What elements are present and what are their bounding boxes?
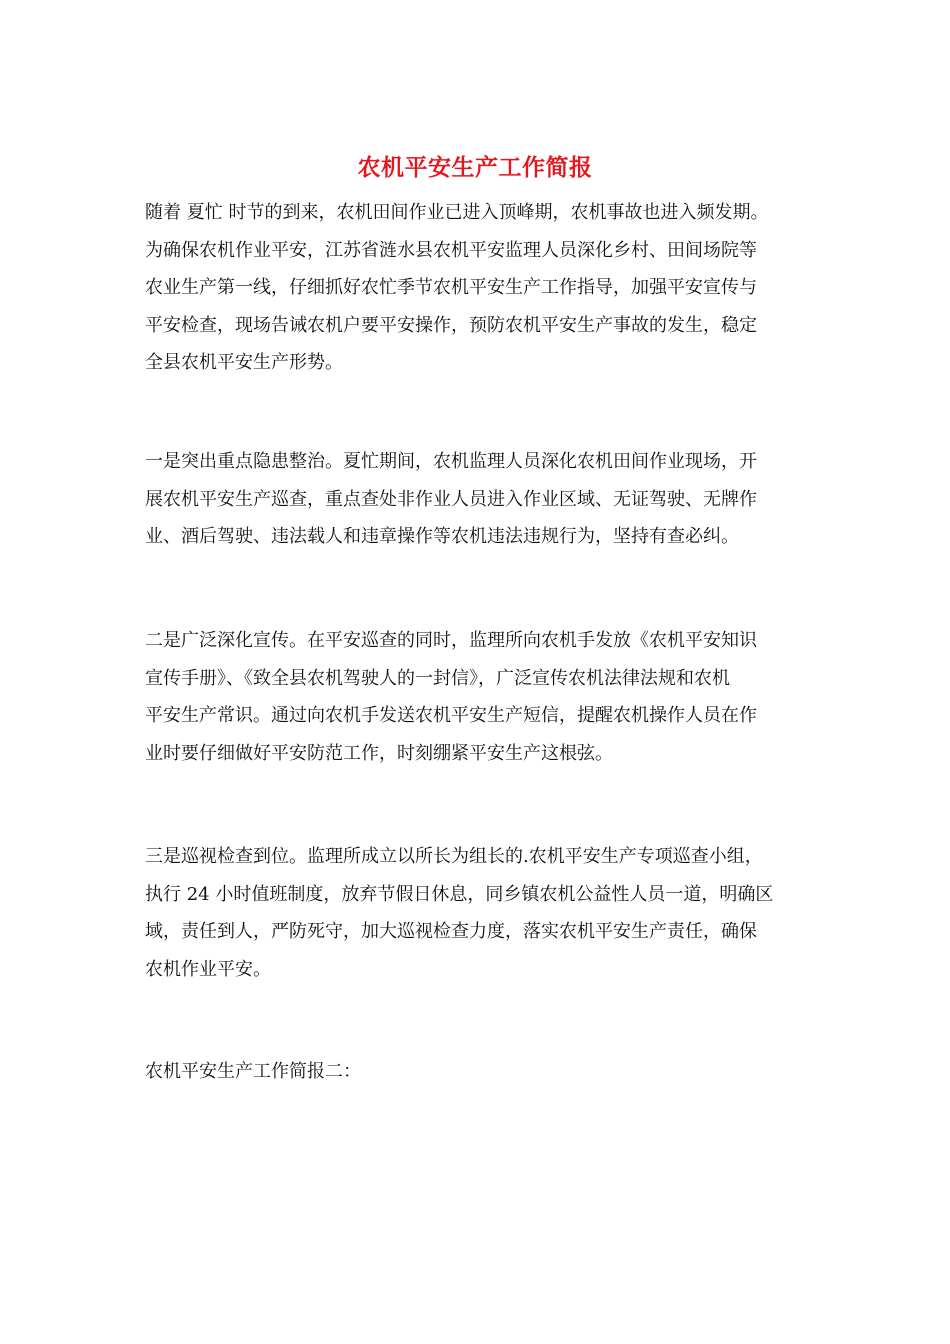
paragraph-line: 宣传手册》、《致全县农机驾驶人的一封信》，广泛宣传农机法律法规和农机 (145, 667, 730, 689)
paragraph-line: 展农机平安生产巡查，重点查处非作业人员进入作业区域、无证驾驶、无牌作 (145, 488, 757, 510)
paragraph-line: 农机平安生产工作简报二： (145, 1061, 361, 1082)
paragraph-line: 全县农机平安生产形势。 (145, 352, 343, 373)
paragraph-point-three (145, 838, 805, 988)
paragraph-point-one (145, 443, 805, 556)
paragraph-point-two (145, 622, 805, 772)
paragraph-line: 农业生产第一线，仔细抓好农忙季节农机平安生产工作指导，加强平安宣传与 (145, 277, 757, 298)
paragraph-line: 执行 24 小时值班制度，放弃节假日休息，同乡镇农机公益性人员一道，明确区 (145, 883, 774, 905)
paragraph-line: 随着 夏忙 时节的到来，农机田间作业已进入顶峰期，农机事故也进入频发期。 (145, 202, 769, 223)
paragraph-line: 二是广泛深化宣传。在平安巡查的同时，监理所向农机手发放《农机平安知识 (145, 630, 757, 651)
paragraph-line: 农机作业平安。 (145, 958, 271, 980)
paragraph-section-heading (145, 1053, 805, 1091)
paragraph-line: 一是突出重点隐患整治。夏忙期间，农机监理人员深化农机田间作业现场，开 (145, 451, 757, 472)
paragraph-line: 为确保农机作业平安，江苏省涟水县农机平安监理人员深化乡村、田间场院等 (145, 239, 757, 261)
document-title: 农机平安生产工作简报 (357, 154, 593, 181)
paragraph-line: 业、酒后驾驶、违法载人和违章操作等农机违法违规行为，坚持有查必纠。 (145, 526, 739, 547)
paragraph-intro (145, 194, 805, 382)
paragraph-line: 三是巡视检查到位。监理所成立以所长为组长的.农机平安生产专项巡查小组， (145, 846, 763, 867)
paragraph-line: 平安检查，现场告诫农机户要平安操作，预防农机平安生产事故的发生，稳定 (145, 314, 757, 336)
paragraph-line: 业时要仔细做好平安防范工作，时刻绷紧平安生产这根弦。 (145, 742, 613, 764)
paragraph-line: 域，责任到人，严防死守，加大巡视检查力度，落实农机平安生产责任，确保 (145, 921, 757, 942)
paragraph-line: 平安生产常识。通过向农机手发送农机平安生产短信，提醒农机操作人员在作 (145, 705, 757, 726)
